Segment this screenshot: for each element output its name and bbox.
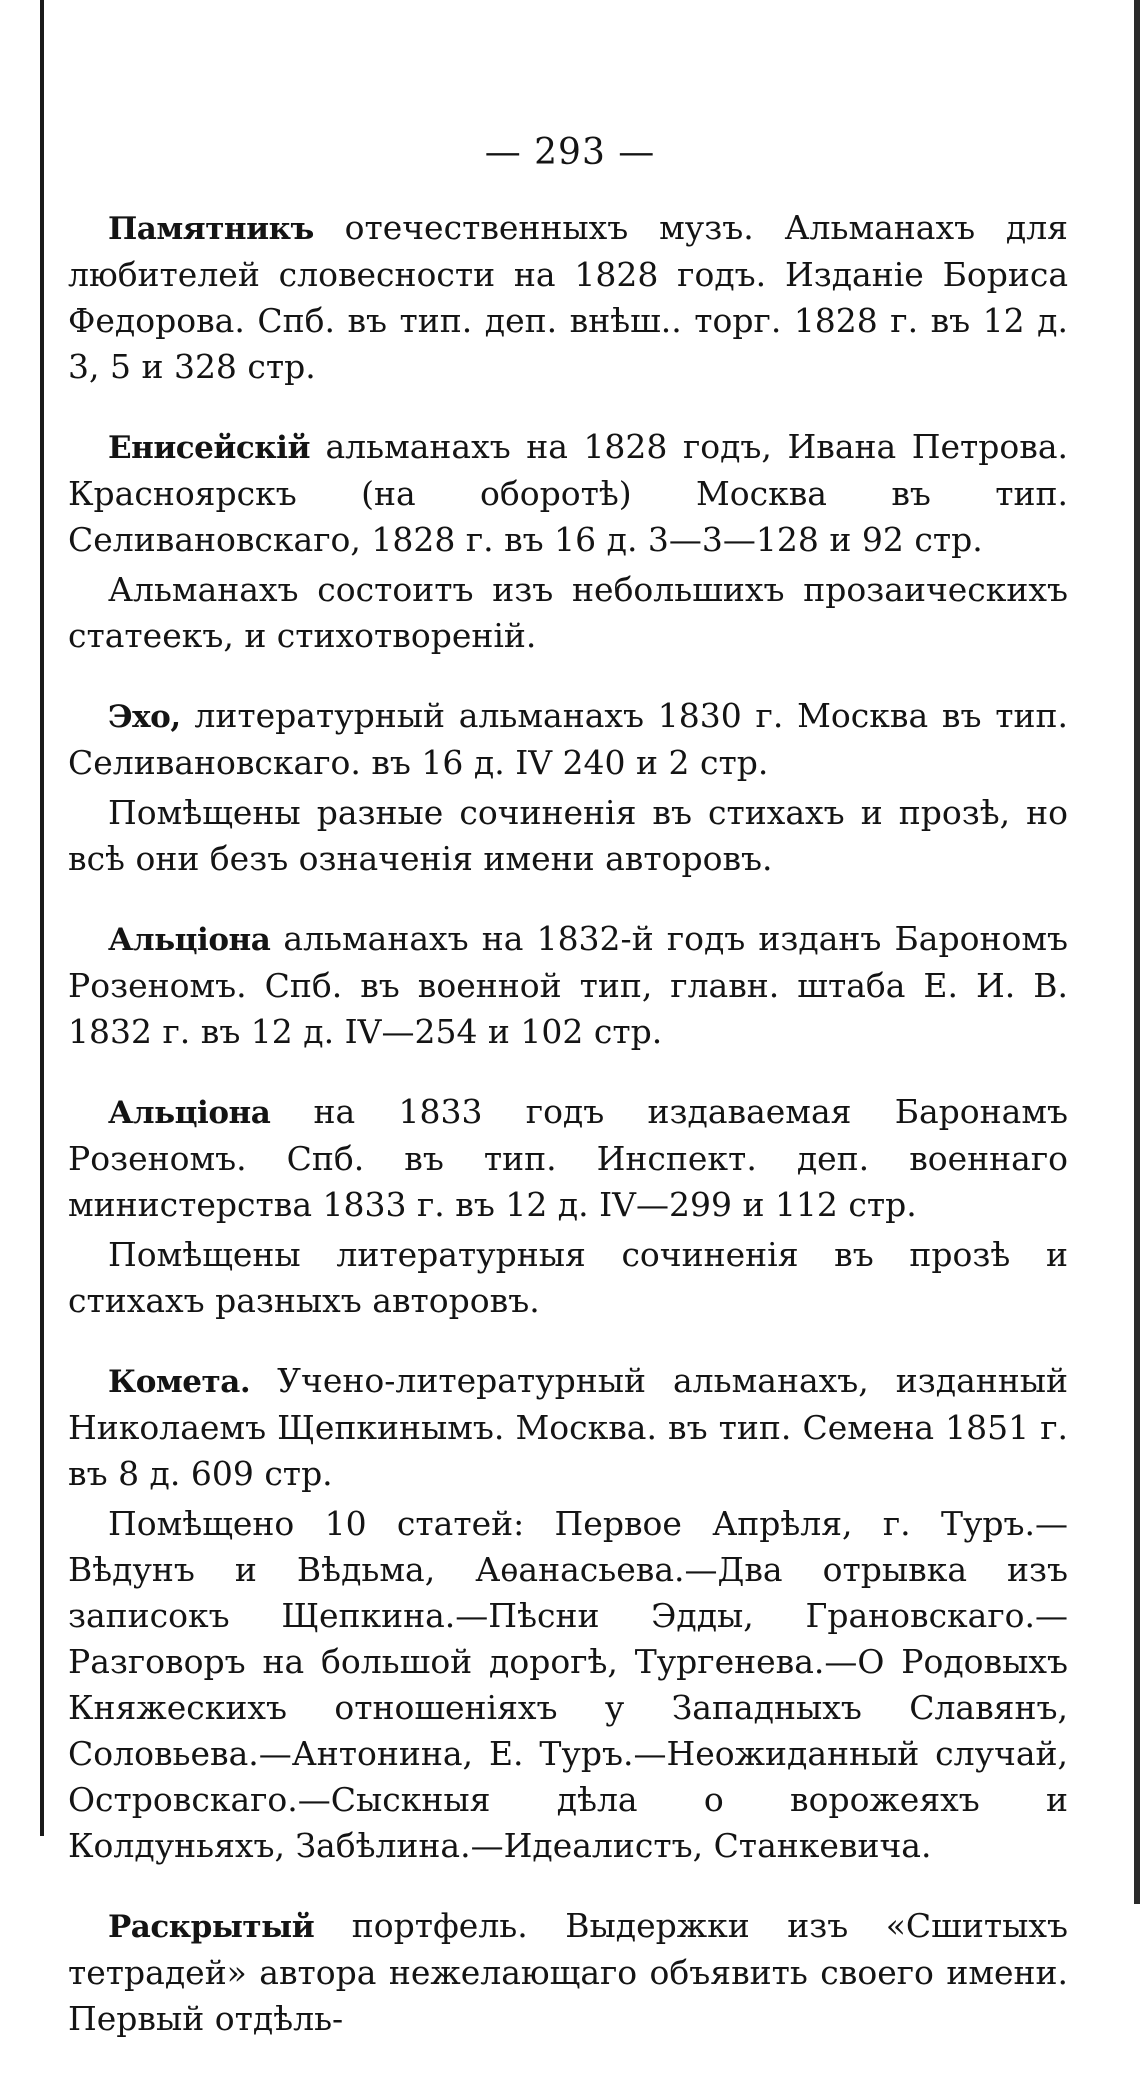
entry-paragraph — [68, 1903, 1068, 2042]
entry-text: отечественныхъ музъ. Альманахъ для любителей словесности на 1828 годъ. Изданіе Бориса Федорова. Спб. въ тип. деп. внѣш.. торг. 1828 г. въ 12 д. 3, 5 и 328 стр. — [68, 208, 1068, 386]
entry-title: Альціона — [108, 1095, 271, 1131]
page-body — [68, 205, 1068, 2076]
right-edge-rule — [1134, 0, 1140, 1904]
entry-title: Эхо, — [108, 699, 181, 735]
entry-alcyona-1833 — [68, 1089, 1068, 1324]
entry-paragraph — [68, 1089, 1068, 1228]
entry-paragraph — [68, 693, 1068, 786]
entry-title: Памятникъ — [108, 211, 314, 247]
entry-text: портфель. Выдержки изъ «Сшитыхъ тетрадей» автора нежелающаго объявить своего имени. Первый отдѣль- — [68, 1906, 1068, 2038]
page-number: — 293 — — [484, 132, 656, 173]
entry-note: Помѣщены литературныя сочиненія въ прозѣ и стихахъ разныхъ авторовъ. — [68, 1235, 1068, 1320]
left-margin-rule — [40, 0, 44, 1836]
entry-raskryty-portfel — [68, 1903, 1068, 2042]
entry-alcyona-1832 — [68, 916, 1068, 1055]
entry-title: Енисейскій — [108, 430, 310, 466]
entry-title: Альціона — [108, 922, 271, 958]
entry-title: Раскрытый — [108, 1909, 315, 1945]
entry-echo — [68, 693, 1068, 882]
entry-title: Комета. — [108, 1364, 251, 1400]
entry-note: Помѣщено 10 статей: Первое Апрѣля, г. Туръ.—Вѣдунъ и Вѣдьма, Аѳанасьева.—Два отрывка изъ записокъ Щепкина.—Пѣсни Эдды, Грановскаго.—Разговоръ на большой дорогѣ, Тургенева.—О Родовыхъ Княжескихъ отношеніяхъ у Западныхъ Славянъ, Соловьева.—Антонина, Е. Туръ.—Неожиданный случай, Островскаго.—Сыскныя дѣла о ворожеяхъ и Колдуньяхъ, Забѣлина.—Идеалистъ, Станкевича. — [68, 1504, 1068, 1865]
entry-paragraph — [68, 916, 1068, 1055]
entry-text: литературный альманахъ 1830 г. Москва въ тип. Селивановскаго. въ 16 д. IV 240 и 2 стр. — [68, 696, 1068, 782]
entry-paragraph — [68, 1358, 1068, 1497]
entry-kometa — [68, 1358, 1068, 1869]
entry-text: альманахъ на 1828 годъ, Ивана Петрова. Красноярскъ (на оборотѣ) Москва въ тип. Селивановскаго, 1828 г. въ 16 д. 3—3—128 и 92 стр. — [68, 427, 1068, 559]
entry-text: на 1833 годъ издаваемая Баронамъ Розеномъ. Спб. въ тип. Инспект. деп. военнаго министерства 1833 г. въ 12 д. IV—299 и 112 стр. — [68, 1092, 1068, 1224]
entry-text: Учено-литературный альманахъ, изданный Николаемъ Щепкинымъ. Москва. въ тип. Семена 1851 г. въ 8 д. 609 стр. — [68, 1361, 1068, 1493]
entry-note: Альманахъ состоитъ изъ небольшихъ прозаическихъ статеекъ, и стихотвореній. — [68, 570, 1068, 655]
entry-note: Помѣщены разные сочиненія въ стихахъ и прозѣ, но всѣ они безъ означенія имени авторовъ. — [68, 793, 1068, 878]
entry-text: альманахъ на 1832-й годъ изданъ Барономъ Розеномъ. Спб. въ военной тип, главн. штаба Е. И. В. 1832 г. въ 12 д. IV—254 и 102 стр. — [68, 919, 1068, 1051]
entry-paragraph — [68, 424, 1068, 563]
entry-eniseisky — [68, 424, 1068, 659]
entry-paragraph — [68, 205, 1068, 390]
entry-pamyatnik — [68, 205, 1068, 390]
